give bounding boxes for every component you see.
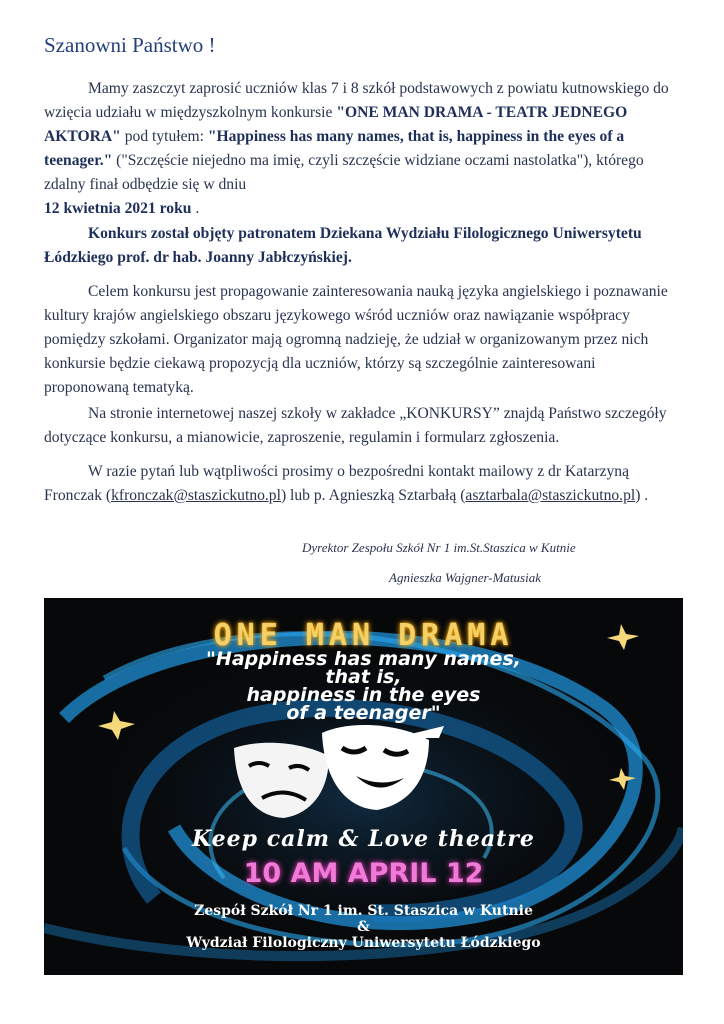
invitation-text-a: Mamy zaszczyt zaprosić uczniów klas 7 i 8 szkół podstawowych z powiatu kutnowskiego do wzięcia udziału w międzyszkolnym konkursie xyxy=(44,80,669,121)
poster-tagline: Keep calm & Love theatre xyxy=(192,826,535,852)
contact-text-c: ) . xyxy=(635,487,649,504)
poster-organizer-line: Wydział Filologiczny Uniwersytetu Łódzkiego xyxy=(186,935,541,951)
poster-organizer-line: & xyxy=(357,919,370,935)
poster-date: 10 AM APRIL 12 xyxy=(243,858,484,889)
invitation-text-b: pod tytułem: xyxy=(120,128,208,145)
contact-text-a: W razie pytań lub wątpliwości prosimy o bezpośredni kontakt mailowy z dr Katarzyną Fronczak ( xyxy=(44,463,630,504)
final-date: 12 kwietnia 2021 roku xyxy=(44,200,192,217)
invitation-text-c: ("Szczęście niejedno ma imię, czyli szczęście widziane oczami nastolatka"), którego zdalny finał odbędzie się w dniu xyxy=(44,152,644,193)
contest-title: "Happiness has many names, that is, happiness in the eyes of a teenager." xyxy=(44,128,625,169)
poster-quote xyxy=(44,650,683,722)
event-poster xyxy=(44,598,683,975)
contact-text-b: ) lub p. Agnieszką Sztarbałą ( xyxy=(280,487,466,504)
poster-quote-line: of a teenager" xyxy=(286,702,441,724)
patronage-text: Konkurs został objęty patronatem Dziekana Wydziału Filologicznego Uniwersytetu Łódzkiego prof. dr hab. Joanny Jabłczyńskiej. xyxy=(44,225,642,266)
goal-text: Celem konkursu jest propagowanie zainteresowania nauką języka angielskiego i poznawanie kultury krajów angielskiego obszaru językowego wśród uczniów oraz nawiązanie współpracy pomiędzy szkołami. Organizator mają ogromną nadzieję, że udział w organizowanym przez nich konkursie będzie ciekawą propozycją dla uczniów, którzy są szczególnie zainteresowani proponowaną tematyką. xyxy=(44,283,668,396)
email-link-kfronczak[interactable]: kfronczak@staszickutno.pl xyxy=(111,487,281,504)
website-paragraph xyxy=(44,402,684,450)
poster-quote-line: "Happiness has many names, xyxy=(206,648,521,670)
website-text: Na stronie internetowej naszej szkoły w zakładce „KONKURSY” znajdą Państwo szczegóły dotyczące konkursu, a mianowicie, zaproszenie, regulamin i formularz zgłoszenia. xyxy=(44,405,667,446)
poster-organizers xyxy=(44,903,683,951)
greeting-heading: Szanowni Państwo ! xyxy=(44,33,216,57)
patronage-paragraph xyxy=(44,222,684,270)
signature-name: Agnieszka Wajgner-Matusiak xyxy=(389,570,541,585)
poster-organizer-line: Zespół Szkół Nr 1 im. St. Staszica w Kutnie xyxy=(194,903,533,919)
poster-quote-line: that is, xyxy=(325,666,402,688)
poster-quote-line: happiness in the eyes xyxy=(246,684,481,706)
contact-paragraph xyxy=(44,460,684,508)
invitation-paragraph xyxy=(44,77,684,221)
invitation-text-end: . xyxy=(191,200,200,217)
signature-title: Dyrektor Zespołu Szkół Nr 1 im.St.Staszica w Kutnie xyxy=(302,540,576,555)
email-link-asztarbala[interactable]: asztarbala@staszickutno.pl xyxy=(465,487,636,504)
goal-paragraph xyxy=(44,280,684,400)
contest-name: "ONE MAN DRAMA - TEATR JEDNEGO AKTORA" xyxy=(44,104,628,145)
poster-title: ONE MAN DRAMA xyxy=(213,618,514,653)
